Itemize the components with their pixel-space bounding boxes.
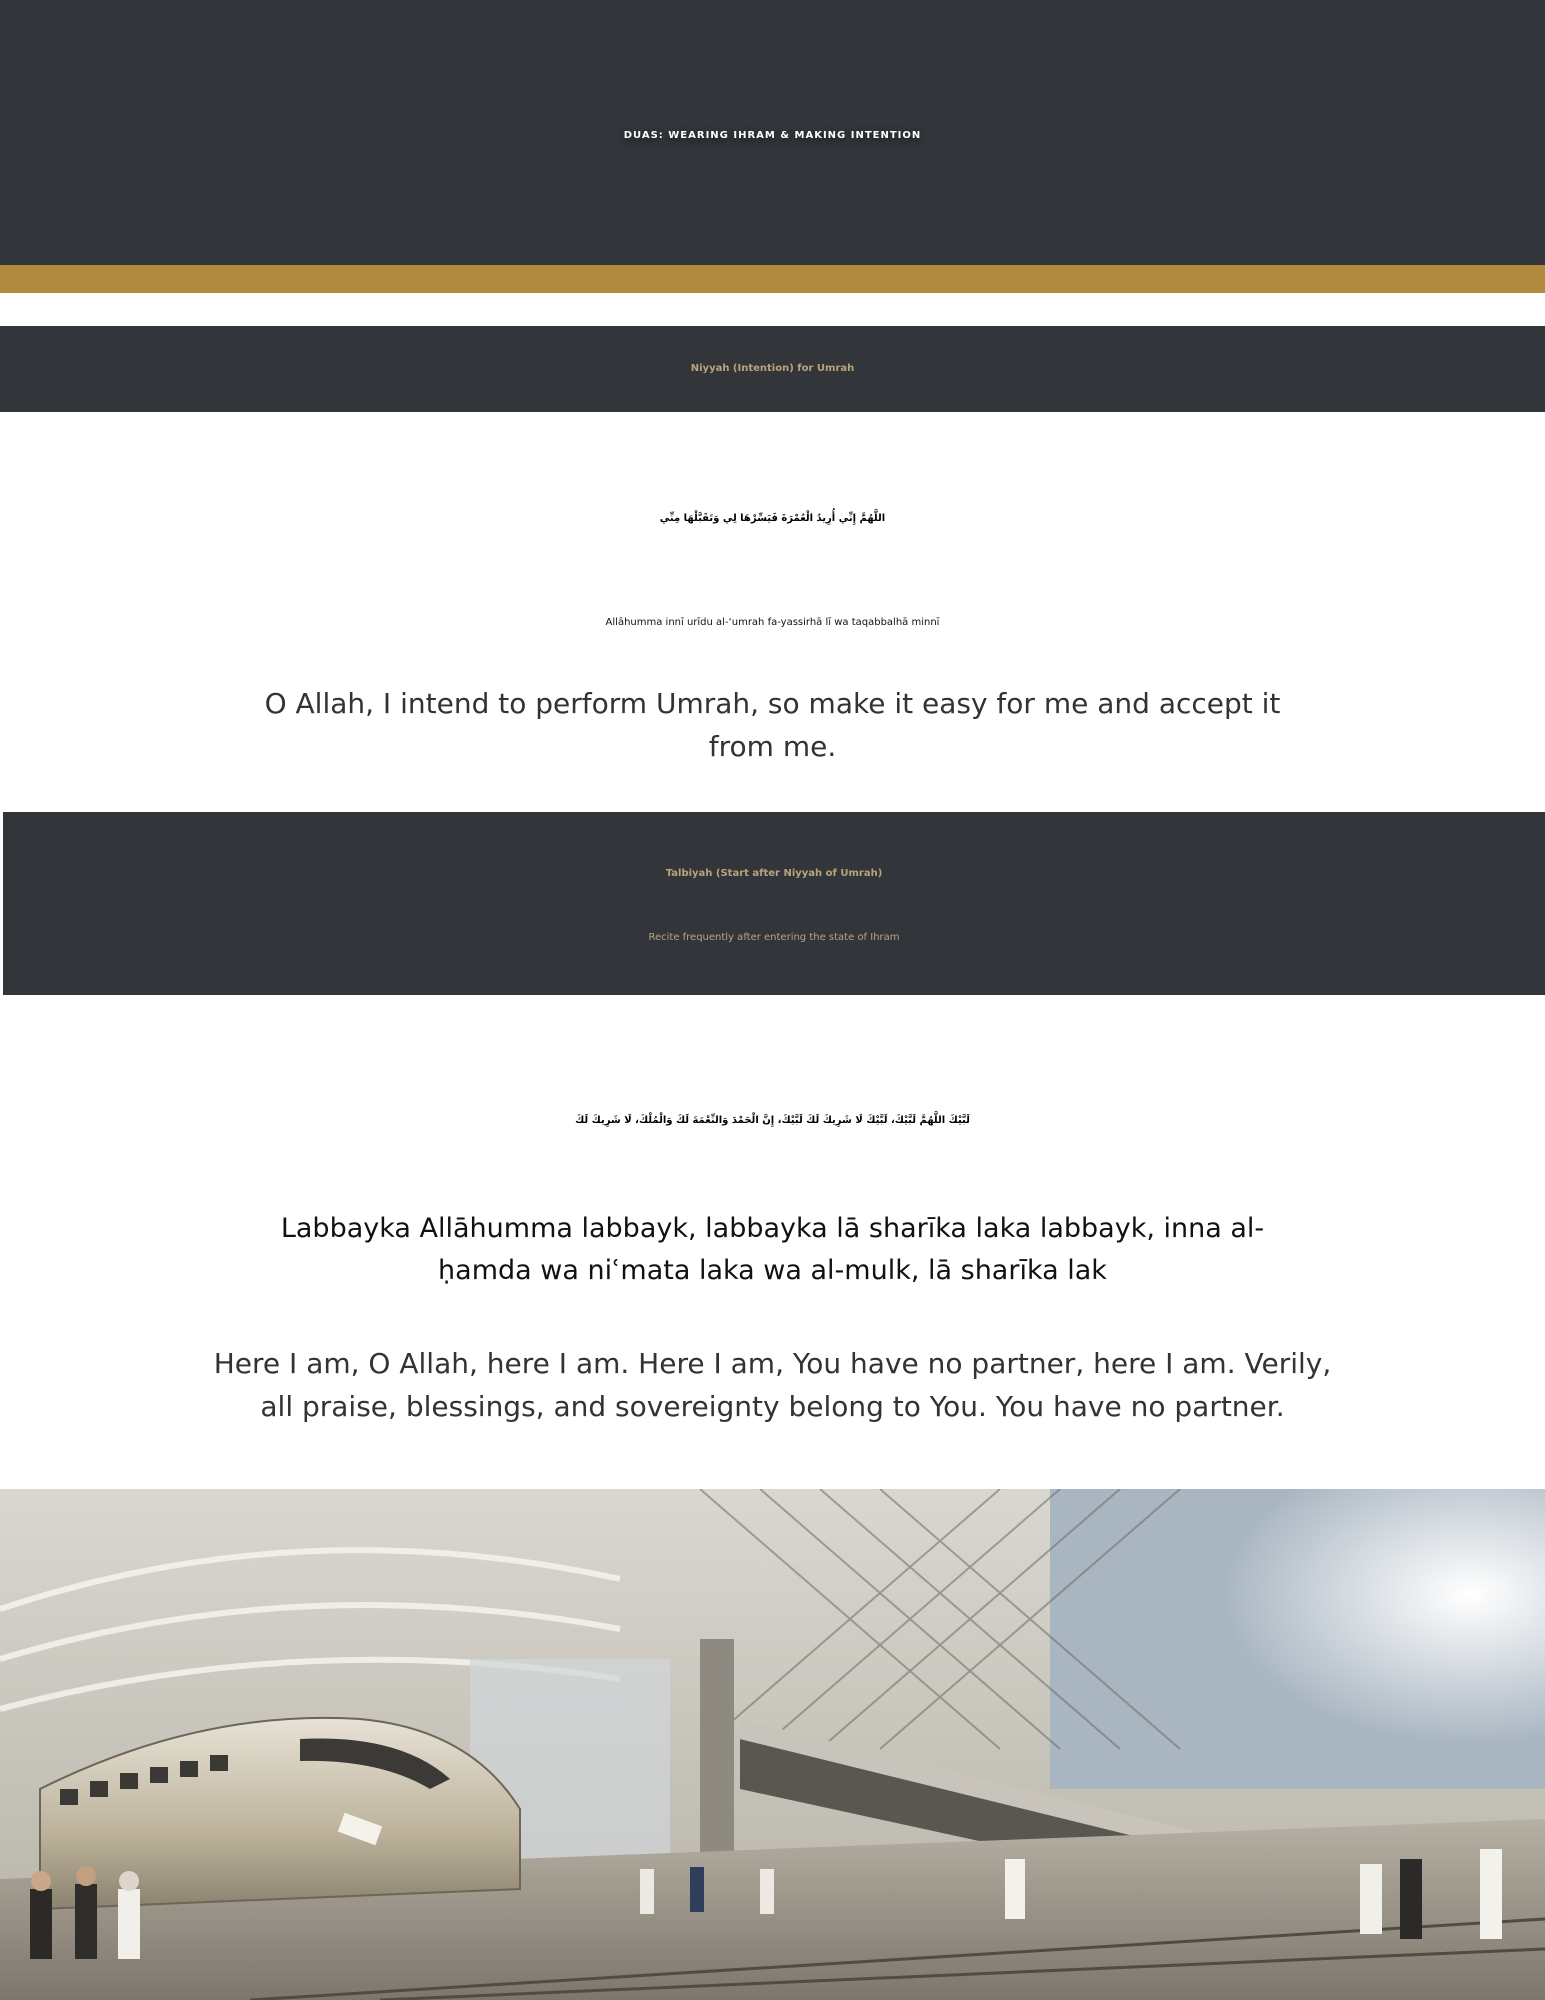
talbiyah-title: Talbiyah (Start after Niyyah of Umrah): [665, 868, 883, 879]
niyyah-section-header: [0, 326, 1545, 412]
page-header: [0, 0, 1545, 265]
gold-accent-stripe: [0, 265, 1545, 293]
talbiyah-transliteration: Labbayka Allāhumma labbayk, labbayka lā sharīka laka labbayk, inna al-ḥamda wa niʿmata laka wa al-mulk, lā sharīka lak: [280, 1213, 1265, 1286]
talbiyah-section-header: [3, 812, 1545, 995]
talbiyah-subtitle: Recite frequently after entering the state of Ihram: [648, 932, 900, 943]
niyyah-title: Niyyah (Intention) for Umrah: [690, 363, 855, 374]
niyyah-transliteration: Allāhumma innī urīdu al-‘umrah fa-yassirhā lī wa taqabbalhā minnī: [605, 617, 940, 628]
niyyah-translation: O Allah, I intend to perform Umrah, so make it easy for me and accept it from me.: [264, 687, 1281, 763]
talbiyah-arabic-text: لَبَّيْكَ اللَّهُمَّ لَبَّيْكَ، لَبَّيْكَ لَا شَرِيكَ لَكَ لَبَّيْكَ، إِنَّ الْحَمْدَ وَالنِّعْمَةَ لَكَ وَالْمُلْكَ، لَا شَرِيكَ لَكَ: [575, 1115, 970, 1126]
talbiyah-translation: Here I am, O Allah, here I am. Here I am, You have no partner, here I am. Verily, all praise, blessings, and sovereignty belong to You. You have no partner.: [213, 1347, 1332, 1423]
page-title: DUAS: WEARING IHRAM & MAKING INTENTION: [623, 130, 922, 141]
niyyah-arabic-text: اللَّهُمَّ إِنِّي أُرِيدُ الْعُمْرَةَ فَيَسِّرْهَا لِي وَتَقَبَّلْهَا مِنِّي: [659, 513, 886, 524]
train-station-illustration: [0, 1489, 1545, 2000]
train-station-photo: [0, 1489, 1545, 2000]
